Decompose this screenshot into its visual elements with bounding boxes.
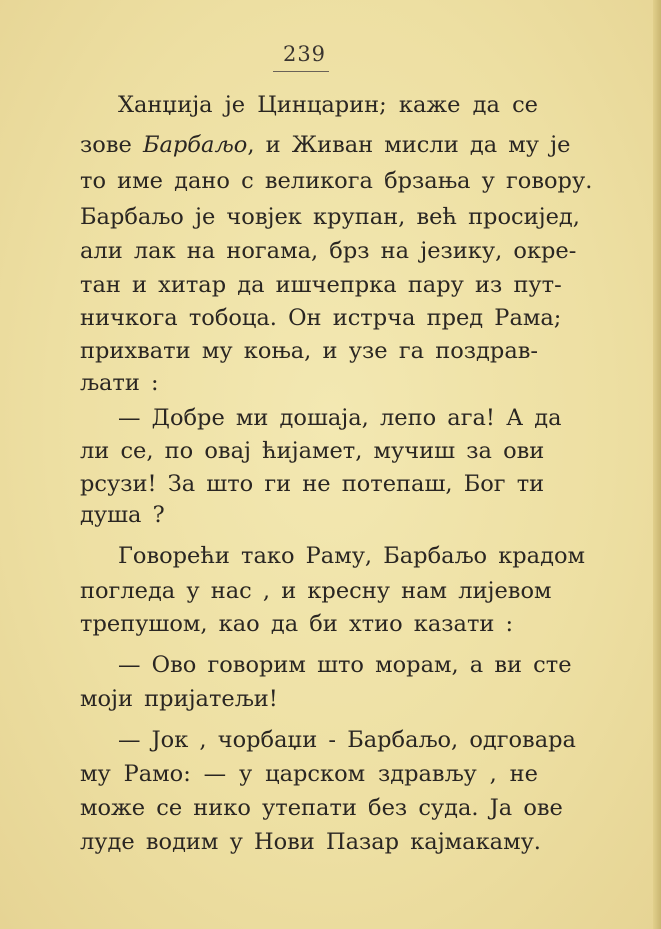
text-line: прихвати му коња, и узе га поздрав-	[80, 338, 538, 364]
text-line: то име дано с великога брзања у говору.	[80, 168, 593, 194]
text-line: ли се, по овај ћијамет, мучиш за ови	[80, 438, 545, 464]
text-line: Ханџија је Цинцарин; каже да се	[118, 92, 538, 118]
text-line: душа ?	[80, 502, 165, 528]
page-number: 239	[282, 42, 327, 66]
text-line: ничкога тобоца. Он истрча пред Рама;	[80, 305, 562, 331]
text-line: Барбаљо је човјек крупан, већ просијед,	[80, 204, 580, 230]
text-line: рсузи! За што ги не потепаш, Бог ти	[80, 471, 545, 497]
text-line: љати :	[80, 370, 159, 396]
text-line: тан и хитар да ишчепрка пару из пут-	[80, 272, 562, 298]
page-edge-shadow	[653, 0, 661, 929]
text-line: — Добре ми дошаја, лепо ага! А да	[118, 405, 562, 431]
text-line: али лак на ногама, брз на језику, окре-	[80, 238, 577, 264]
page-number-rule	[273, 71, 329, 72]
text-line: трепушом, као да би хтио казати :	[80, 611, 514, 637]
text-segment: зове	[80, 132, 143, 158]
text-line: — Ово говорим што морам, а ви сте	[118, 652, 572, 678]
text-line: Говорећи тако Раму, Барбаљо крадом	[118, 543, 585, 569]
text-line: погледа у нас , и кресну нам лијевом	[80, 578, 552, 604]
text-line: — Јок , чорбаџи - Барбаљо, одговара	[118, 727, 576, 753]
text-line: моји пријатељи!	[80, 686, 278, 712]
text-line: може се нико утепати без суда. Ја ове	[80, 795, 563, 821]
text-line	[80, 127, 571, 163]
text-line: луде водим у Нови Пазар кајмакаму.	[80, 829, 541, 855]
text-segment: , и Живан мисли да му је	[247, 132, 571, 158]
text-line: му Рамо: — у царском здрављу , не	[80, 761, 538, 787]
italic-name: Барбаљо	[142, 132, 248, 158]
